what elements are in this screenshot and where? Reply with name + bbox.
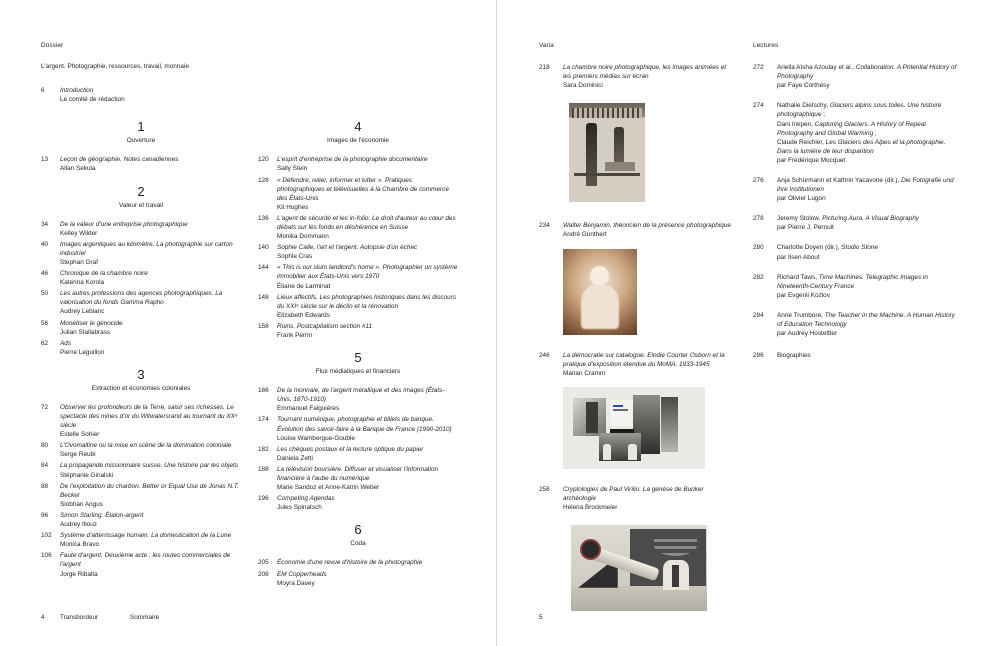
- section-number: 1: [137, 119, 145, 135]
- entry-body: [277, 386, 458, 413]
- entry-title: Économie d'une revue d'histoire de la photographie: [277, 559, 423, 567]
- entry-title: Les autres professions des agences photographiques. La valorisation du fonds Gamma Rapho: [60, 290, 223, 307]
- lecture-entry[interactable]: [753, 311, 958, 338]
- varia-body: [563, 351, 735, 378]
- entry-author: Jorge Ribalta: [60, 570, 98, 578]
- entry-page-number: 40: [41, 240, 49, 248]
- toc-section: [258, 351, 458, 512]
- entry-body: [277, 445, 458, 463]
- entry-body: [277, 570, 458, 588]
- entry-title: Ruins. Postcapitalism section #11: [277, 322, 373, 330]
- entry-title: EM Copperheads: [277, 570, 327, 578]
- entry-page-number: 50: [41, 290, 49, 298]
- toc-section: [41, 120, 241, 173]
- lecture-body: [777, 176, 958, 203]
- lecture-author-name: Ariella Aïsha Azoulay et al.,: [777, 64, 856, 72]
- section-title: Flux médiatiques et financiers: [315, 368, 401, 376]
- entry-title: De l'exploitation du charbon. Better or Equal Use de Jonas N.T. Becker: [60, 482, 239, 499]
- entry-page-number: 208: [258, 570, 269, 578]
- intro-author: Le comité de rédaction: [60, 96, 125, 104]
- entry-page-number: 182: [258, 445, 269, 453]
- entry-page-number: 102: [41, 532, 52, 540]
- varia-column: [539, 42, 735, 632]
- entry-page-number: 72: [41, 403, 49, 411]
- entry-page-number: 106: [41, 552, 52, 560]
- lecture-book-title: Les Glaciers des Alpes et la photographie. Dans la lumière de leur disparition: [777, 138, 946, 155]
- figure-bunker-gun-barrel-painting: [563, 521, 715, 619]
- entry-author: Audrey Leblanc: [60, 308, 105, 316]
- entry-page-number: 174: [258, 416, 269, 424]
- entry-body: [277, 415, 458, 442]
- lecture-author-name: Anja Schürmann et Kathrin Yacavone (dir.),: [777, 176, 902, 184]
- lecture-reviewer: par Pierre J. Pernuit: [777, 224, 834, 232]
- entry-title: Faute d'argent. Deuxième acte : les routes commerciales de l'argent: [60, 552, 231, 569]
- entry-author: Louise Wambergue-Gouble: [277, 434, 355, 442]
- varia-entry[interactable]: [539, 63, 735, 90]
- lecture-entry[interactable]: [753, 101, 958, 165]
- toc-entry[interactable]: [41, 482, 241, 509]
- toc-entry[interactable]: [41, 551, 241, 578]
- entry-title: Chronique de la chambre noire: [60, 270, 148, 278]
- lecture-entry[interactable]: [753, 273, 958, 300]
- entry-body: [277, 263, 458, 290]
- lecture-page-number: 284: [753, 311, 764, 319]
- left-page-footer: [41, 614, 159, 622]
- entry-page-number: 196: [258, 495, 269, 503]
- entry-author: Julian Stallabrass: [60, 328, 111, 336]
- entry-title: Tournant numérique, photographie et billets de banque. Évolution des savoir-faire à la Banque de France (1990-2010): [277, 416, 452, 433]
- entry-page-number: 88: [41, 482, 49, 490]
- lecture-reviewer: par Faye Corthésy: [777, 82, 830, 90]
- figure-engraving-magic-lantern-show: [563, 99, 651, 207]
- varia-body: [563, 221, 735, 239]
- varia-page-number: 218: [539, 64, 550, 72]
- varia-body: [563, 485, 735, 512]
- lecture-author-name: Jeremy Stolow,: [777, 215, 823, 223]
- lecture-reviewer: par Audrey Hostettler: [777, 330, 838, 338]
- lecture-reviewer: par Olivier Lugon: [777, 195, 826, 203]
- toc-entry[interactable]: [258, 570, 458, 588]
- entry-page-number: 84: [41, 462, 49, 470]
- entry-page-number: 205: [258, 559, 269, 567]
- entry-title: Monétiser le génocide: [60, 319, 123, 327]
- varia-block: [539, 351, 735, 469]
- intro-body: [60, 86, 458, 104]
- entry-page-number: 46: [41, 270, 49, 278]
- entry-title: De la monnaie, de l'argent métallique et des images (États-Unis, 1870-1910): [277, 387, 445, 404]
- lecture-separator: ;: [873, 129, 877, 137]
- entry-body: [277, 176, 458, 212]
- entry-page-number: 34: [41, 220, 49, 228]
- lecture-entry[interactable]: [753, 214, 958, 232]
- entry-title: La propagande missionnaire suisse. Une histoire par les objets: [60, 462, 238, 470]
- entry-title: Images argentiques au kilomètre. La photographie sur carton industriel: [60, 240, 233, 257]
- entry-author: Moyra Davey: [277, 579, 315, 587]
- entry-body: [60, 240, 241, 267]
- toc-entry[interactable]: [258, 176, 458, 212]
- dossier-kicker: Dossier: [41, 42, 64, 49]
- right-page: [496, 0, 992, 646]
- toc-entry[interactable]: [258, 386, 458, 413]
- entry-title: La télévision boursière. Diffuser et visualiser l'information financière à l'aube du numérique: [277, 465, 439, 482]
- lectures-entry-list: [753, 63, 958, 338]
- entry-author: Stéphanie Ginalski: [60, 471, 114, 479]
- entry-author: Jules Spinatsch: [277, 504, 322, 512]
- entry-author: Emmanuel Falguières: [277, 405, 340, 413]
- toc-entry[interactable]: [41, 441, 241, 459]
- dossier-subtitle: L'argent. Photographie, ressources, travail, monnaie: [41, 63, 189, 71]
- varia-title: La démocratie sur catalogue. Elodie Courter Osborn et la pratique d'exposition étendue du MoMA, 1933-1945: [563, 351, 725, 368]
- section-entry-list: [258, 155, 458, 340]
- entry-page-number: 166: [258, 387, 269, 395]
- toc-entry[interactable]: [41, 511, 241, 529]
- entry-author: Frank Perrin: [277, 332, 313, 340]
- entry-body: [60, 531, 241, 549]
- biographies-label: Biographies: [777, 352, 811, 360]
- entry-page-number: 144: [258, 264, 269, 272]
- entry-body: [60, 482, 241, 509]
- lecture-author-name: Nathalie Dietschy,: [777, 102, 830, 110]
- section-title: Valeur et travail: [119, 201, 163, 209]
- entry-body: [277, 465, 458, 492]
- entry-title: Ads: [60, 339, 72, 347]
- entry-author: Estelle Sohier: [60, 431, 100, 439]
- toc-entry[interactable]: [41, 289, 241, 316]
- lecture-author-name: Charlotte Doyen (dir.),: [777, 244, 842, 252]
- lecture-page-number: 274: [753, 102, 764, 110]
- lecture-entry[interactable]: [753, 176, 958, 203]
- varia-entry[interactable]: [539, 221, 735, 239]
- left-page-columns: [41, 120, 458, 598]
- entry-author: Allan Sekula: [60, 165, 96, 173]
- entry-page-number: 136: [258, 214, 269, 222]
- footer-page-number-right: 5: [539, 614, 543, 622]
- varia-page-number: 234: [539, 222, 550, 230]
- lecture-author-name: Richard Taws,: [777, 273, 819, 281]
- left-column-b: [258, 120, 458, 598]
- lecture-separator: ;: [821, 111, 825, 119]
- toc-entry[interactable]: [258, 415, 458, 442]
- lecture-page-number: 280: [753, 244, 764, 252]
- entry-author: Marie Sandoz et Anne-Katrin Weber: [277, 484, 380, 492]
- varia-title: Cryptologies de Paul Virilio. La genèse de Bunker archéologie: [563, 485, 704, 502]
- lecture-book-title: Studio Stone: [841, 244, 878, 252]
- lecture-body: [777, 243, 958, 261]
- entry-author: Elizabeth Edwards: [277, 311, 330, 319]
- entry-title: Simon Starling. Étalon-argent: [60, 511, 144, 519]
- lecture-body: [777, 273, 958, 300]
- lecture-page-number: 278: [753, 215, 764, 223]
- entry-body: [277, 214, 458, 241]
- entry-page-number: 13: [41, 156, 49, 164]
- entry-title: Lieux affectifs. Les photographies historiques dans les discours du XXIᵉ siècle sur le déclin et la rénovation: [277, 293, 457, 310]
- varia-entry-list: [539, 63, 735, 619]
- footer-page-number: 4: [41, 614, 45, 622]
- entry-author: Stephan Graf: [60, 258, 99, 266]
- lecture-body: [777, 311, 958, 338]
- toc-entry[interactable]: [41, 461, 241, 479]
- lecture-book-title: Collaboration. A Potential History of Photography: [777, 64, 957, 81]
- entry-title: Competing Agendas: [277, 495, 335, 503]
- lectures-kicker: Lectures: [753, 42, 779, 49]
- varia-page-number: 258: [539, 485, 550, 493]
- entry-title: Système d'atterrissage humain. La domestication de la Lune: [60, 532, 232, 540]
- varia-kicker: Varia: [539, 42, 554, 49]
- lecture-book-title: The Teacher in the Machine. A Human History of Education Technology: [777, 311, 955, 329]
- varia-block: [539, 485, 735, 619]
- entry-body: [60, 551, 241, 578]
- entry-title: Observer les profondeurs de la Terre, saisir ses richesses. Le spectacle des mines d'or du Witwatersrand au tournant du XXᵉ siècle: [60, 403, 238, 430]
- section-entry-list: [41, 220, 241, 357]
- entry-title: L'esprit d'entreprise de la photographie documentaire: [277, 156, 428, 164]
- footer-publication-title: Transbordeur: [60, 614, 99, 622]
- entry-body: [60, 269, 241, 287]
- entry-title: L'agent de sécurité et les in-folio. Le droit d'auteur au cœur des débats sur les fonds en déshérence en Suisse: [277, 214, 456, 231]
- lecture-book-title: Glaciers alpins sous toiles. Une histoire photographique: [777, 102, 942, 119]
- section-title: Extraction et économies coloniales: [91, 384, 191, 392]
- entry-author: Siobhan Angus: [60, 500, 103, 508]
- section-number: 6: [354, 522, 362, 538]
- toc-entry[interactable]: [41, 240, 241, 267]
- section-title: Ouverture: [126, 137, 156, 145]
- entry-author: Audrey Illouz: [60, 521, 97, 529]
- entry-body: [277, 558, 458, 567]
- lecture-book-title: Capturing Glaciers. A History of Repeat Photography and Global Warming: [777, 120, 927, 137]
- entry-author: Éliane de Larminat: [277, 282, 331, 290]
- entry-page-number: 120: [258, 156, 269, 164]
- entry-page-number: 140: [258, 244, 269, 252]
- entry-author: Sophie Cras: [277, 253, 313, 261]
- varia-author: Marian Cramm: [563, 369, 606, 377]
- section-entry-list: [41, 403, 241, 579]
- entry-author: Sally Stein: [277, 165, 308, 173]
- varia-author: André Gunthert: [563, 231, 607, 239]
- entry-body: [277, 155, 458, 173]
- toc-section: [41, 368, 241, 579]
- entry-author: Katerina Korola: [60, 279, 105, 287]
- entry-title: Sophie Calle, l'art et l'argent. Autopsie d'un échec: [277, 244, 418, 252]
- entry-body: [60, 319, 241, 337]
- intro-page-number: 6: [41, 87, 45, 95]
- entry-page-number: 80: [41, 442, 49, 450]
- figure-moma-circulating-exhibitions-panels: [563, 387, 705, 469]
- entry-page-number: 128: [258, 176, 269, 184]
- lecture-body: [777, 101, 958, 165]
- section-entry-list: [41, 155, 241, 173]
- entry-body: [277, 293, 458, 320]
- entry-body: [60, 289, 241, 316]
- entry-page-number: 158: [258, 322, 269, 330]
- entry-body: [60, 511, 241, 529]
- lecture-author-name: Anne Trumbore,: [777, 311, 825, 319]
- section-number: 3: [137, 366, 145, 382]
- entry-author: Kit Hughes: [277, 203, 309, 211]
- toc-entry[interactable]: [258, 214, 458, 241]
- toc-entry[interactable]: [258, 494, 458, 512]
- entry-body: [60, 220, 241, 238]
- biographies-page-number: 286: [753, 352, 764, 360]
- toc-entry[interactable]: [258, 293, 458, 320]
- section-number: 4: [354, 119, 362, 135]
- entry-body: [60, 155, 241, 173]
- toc-entry[interactable]: [258, 465, 458, 492]
- toc-entry[interactable]: [41, 319, 241, 337]
- right-page-columns: [539, 42, 962, 632]
- lecture-page-number: 272: [753, 64, 764, 72]
- toc-entry[interactable]: [41, 220, 241, 238]
- figure-sepia-portrait-child: [563, 249, 637, 335]
- toc-entry[interactable]: [41, 403, 241, 439]
- section-number: 2: [137, 183, 145, 199]
- entry-title: « Défendre, relier, informer et lutter ». Pratiques photographiques et télévisuelles à la Chambre de commerce des États-Unis: [277, 176, 449, 202]
- toc-section: [41, 185, 241, 357]
- lecture-author-name: Claude Reichler,: [777, 138, 826, 146]
- varia-author: Sara Dominici: [563, 82, 603, 90]
- lecture-reviewer: par Frédérique Mocquet: [777, 156, 846, 164]
- lecture-author-name: Dani Inkpen,: [777, 120, 815, 128]
- entry-page-number: 188: [258, 465, 269, 473]
- lecture-body: [777, 214, 958, 232]
- entry-body: [60, 403, 241, 439]
- varia-title: Walter Benjamin, théoricien de la présence photographique: [563, 222, 731, 230]
- toc-entry[interactable]: [258, 322, 458, 340]
- entry-body: [277, 322, 458, 340]
- intro-entry[interactable]: [41, 86, 458, 104]
- toc-entry[interactable]: [41, 269, 241, 287]
- toc-entry[interactable]: [41, 339, 241, 357]
- entry-title: De la valeur d'une entreprise photographique: [60, 220, 188, 228]
- entry-page-number: 96: [41, 511, 49, 519]
- entry-body: [60, 441, 241, 459]
- section-entry-list: [258, 386, 458, 512]
- toc-entry[interactable]: [41, 531, 241, 549]
- varia-entry[interactable]: [539, 485, 735, 512]
- toc-section: [258, 523, 458, 587]
- varia-block: [539, 63, 735, 207]
- varia-page-number: 246: [539, 351, 550, 359]
- section-title: Coda: [350, 540, 366, 548]
- toc-entry[interactable]: [258, 558, 458, 567]
- toc-entry[interactable]: [258, 263, 458, 290]
- entry-title: Les chèques postaux et la lecture optique du papier: [277, 445, 424, 453]
- lecture-reviewer: par Ilsen About: [777, 253, 820, 261]
- right-page-footer: [539, 614, 558, 622]
- varia-author: Helena Brockmeier: [563, 503, 618, 511]
- lecture-page-number: 282: [753, 273, 764, 281]
- section-entry-list: [258, 558, 458, 587]
- toc-entry[interactable]: [258, 445, 458, 463]
- toc-entry[interactable]: [258, 155, 458, 173]
- lecture-entry[interactable]: [753, 243, 958, 261]
- toc-section: [258, 120, 458, 340]
- entry-author: Pierre Leguillon: [60, 348, 105, 356]
- toc-entry[interactable]: [258, 243, 458, 261]
- entry-author: Daniela Zetti: [277, 454, 313, 462]
- lecture-body: [777, 63, 958, 90]
- biographies-entry[interactable]: [753, 351, 958, 360]
- entry-body: [60, 461, 241, 479]
- entry-title: « This is our slum landlord's home ». Photographier un système immobilier aux États-Unis vers 1970: [277, 264, 458, 281]
- entry-page-number: 62: [41, 339, 49, 347]
- entry-author: Monika Dommann: [277, 233, 329, 241]
- footer-section-label: Sommaire: [130, 614, 160, 622]
- entry-title: L'Ovomaltine ou la mise en scène de la domination coloniale: [60, 442, 232, 450]
- entry-author: Monica Bravo: [60, 541, 100, 549]
- entry-author: Serge Reubi: [60, 451, 96, 459]
- varia-entry[interactable]: [539, 351, 735, 378]
- entry-page-number: 148: [258, 293, 269, 301]
- varia-block: [539, 221, 735, 334]
- entry-body: [277, 243, 458, 261]
- entry-page-number: 56: [41, 319, 49, 327]
- entry-author: Kelley Wilder: [60, 229, 98, 237]
- intro-title: Introduction: [60, 87, 94, 95]
- lecture-reviewer: par Evgenii Kozlov: [777, 291, 830, 299]
- lecture-book-title: Time Machines. Telegraphic Images in Nineteenth-Century France: [777, 273, 928, 290]
- varia-title: La chambre noire photographique, les images animées et les premiers médias sur écran: [563, 64, 727, 81]
- lecture-book-title: Die Fotografie und ihre Institutionen: [777, 176, 954, 194]
- lecture-entry[interactable]: [753, 63, 958, 90]
- entry-title: Leçon de géographie. Notes canadiennes: [60, 156, 179, 164]
- section-title: Images de l'économie: [327, 137, 389, 145]
- toc-entry[interactable]: [41, 155, 241, 173]
- entry-body: [60, 339, 241, 357]
- entry-body: [277, 494, 458, 512]
- lectures-column: [753, 42, 958, 632]
- varia-body: [563, 63, 735, 90]
- section-number: 5: [354, 350, 362, 366]
- lecture-book-title: Picturing Aura. A Visual Biography: [822, 215, 919, 223]
- lecture-page-number: 276: [753, 176, 764, 184]
- left-column-a: [41, 120, 241, 598]
